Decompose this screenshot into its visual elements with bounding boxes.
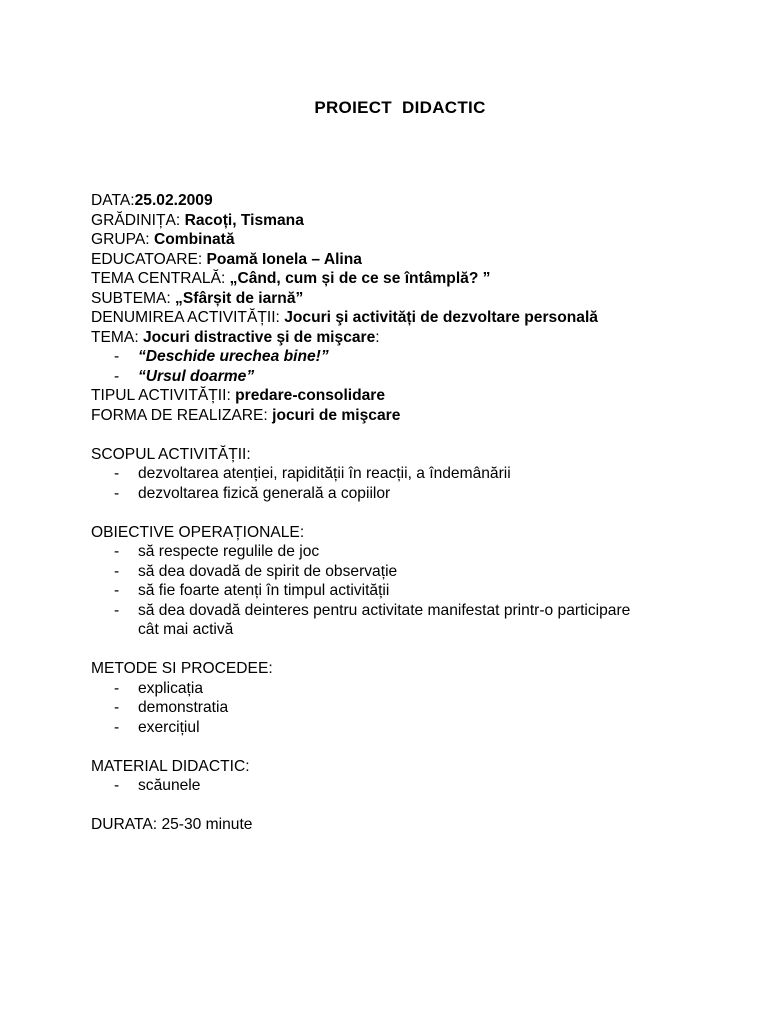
- dash-bullet: -: [114, 348, 120, 365]
- tema-game: “Deschide urechea bine!”: [138, 348, 329, 365]
- list-item: [91, 367, 731, 387]
- list-item: [91, 698, 731, 718]
- field-tipul: [91, 386, 731, 406]
- list-item-text: dezvoltarea atenției, rapidității în reacții, a îndemânării: [138, 465, 511, 482]
- dash-bullet: -: [114, 367, 120, 385]
- dash-bullet: -: [114, 777, 120, 794]
- list-item: [91, 484, 731, 504]
- field-suffix: :: [375, 328, 380, 346]
- list-item: [91, 679, 731, 699]
- field-forma: [91, 406, 731, 426]
- field-value: Jocuri distractive şi de mişcare: [142, 328, 376, 346]
- spacer: [91, 503, 731, 523]
- section-heading-material: MATERIAL DIDACTIC:: [91, 757, 250, 775]
- dash-bullet: -: [114, 582, 120, 599]
- field-value: jocuri de mişcare: [272, 406, 401, 424]
- field-label: DATA:: [91, 192, 135, 209]
- list-item-text: demonstratia: [138, 699, 229, 716]
- field-value: „Când, cum și de ce se întâmplă? ”: [229, 270, 491, 287]
- field-denumirea: [91, 308, 731, 328]
- list-item-text: să respecte regulile de joc: [138, 543, 320, 560]
- dash-bullet: -: [114, 699, 120, 716]
- list-item-text: să dea dovadă de spirit de observație: [138, 562, 398, 580]
- field-subtema: [91, 289, 731, 309]
- field-value: predare-consolidare: [235, 387, 386, 404]
- field-grupa: [91, 230, 731, 250]
- section-heading-scopul: SCOPUL ACTIVITĂȚII:: [91, 445, 251, 463]
- field-label: GRĂDINIȚA:: [91, 211, 185, 229]
- dash-bullet: -: [114, 465, 120, 482]
- field-label: FORMA DE REALIZARE:: [91, 406, 273, 424]
- field-value: „Sfârșit de iarnă”: [175, 289, 304, 307]
- field-value: Racoți, Tismana: [184, 211, 304, 229]
- field-data: [91, 191, 731, 211]
- list-item-text: scăunele: [138, 777, 201, 794]
- field-value: Jocuri şi activități de dezvoltare personală: [284, 309, 598, 326]
- list-item: [91, 581, 731, 601]
- field-value: Combinată: [153, 231, 235, 248]
- page-title: PROIECT DIDACTIC: [314, 98, 486, 117]
- field-label: TEMA CENTRALĂ:: [91, 270, 230, 287]
- field-gradinita: [91, 211, 731, 231]
- tema-game: “Ursul doarme”: [138, 367, 255, 385]
- list-item-text: explicația: [138, 679, 204, 697]
- document-body: [91, 191, 731, 835]
- field-educatoare: [91, 250, 731, 270]
- field-label: GRUPA:: [91, 231, 154, 248]
- list-item-continuation: cât mai activă: [138, 621, 234, 638]
- list-item: [91, 347, 731, 367]
- list-item-text: să fie foarte atenți în timpul activității: [138, 582, 390, 599]
- field-label: DENUMIREA ACTIVITĂȚII:: [91, 309, 285, 326]
- list-item: [91, 718, 731, 738]
- list-item-text: să dea dovadă deinteres pentru activitate manifestat printr-o participare: [138, 601, 631, 619]
- dash-bullet: -: [114, 484, 120, 502]
- spacer: [91, 640, 731, 660]
- field-label: TEMA:: [91, 328, 143, 346]
- field-label: EDUCATOARE:: [91, 250, 207, 268]
- field-tema: [91, 328, 731, 348]
- list-item: [91, 542, 731, 562]
- list-item: [91, 601, 731, 621]
- dash-bullet: -: [114, 562, 120, 580]
- list-item: [91, 464, 731, 484]
- field-durata: DURATA: 25-30 minute: [91, 816, 253, 833]
- section-heading-metode: METODE SI PROCEDEE:: [91, 660, 273, 677]
- spacer: [91, 425, 731, 445]
- field-label: TIPUL ACTIVITĂȚII:: [91, 387, 236, 404]
- section-heading-obiective: OBIECTIVE OPERAȚIONALE:: [91, 523, 305, 541]
- list-item: [91, 562, 731, 582]
- spacer: [91, 796, 731, 816]
- list-item-text: dezvoltarea fizică generală a copiilor: [138, 484, 391, 502]
- dash-bullet: -: [114, 679, 120, 697]
- list-item: [91, 776, 731, 796]
- field-value: Poamă Ionela – Alina: [206, 250, 362, 268]
- spacer: [91, 737, 731, 757]
- dash-bullet: -: [114, 543, 120, 560]
- field-value: 25.02.2009: [134, 192, 213, 209]
- field-tema-centrala: [91, 269, 731, 289]
- field-label: SUBTEMA:: [91, 289, 176, 307]
- dash-bullet: -: [114, 601, 120, 619]
- dash-bullet: -: [114, 718, 120, 736]
- list-item-text: exercițiul: [138, 718, 200, 736]
